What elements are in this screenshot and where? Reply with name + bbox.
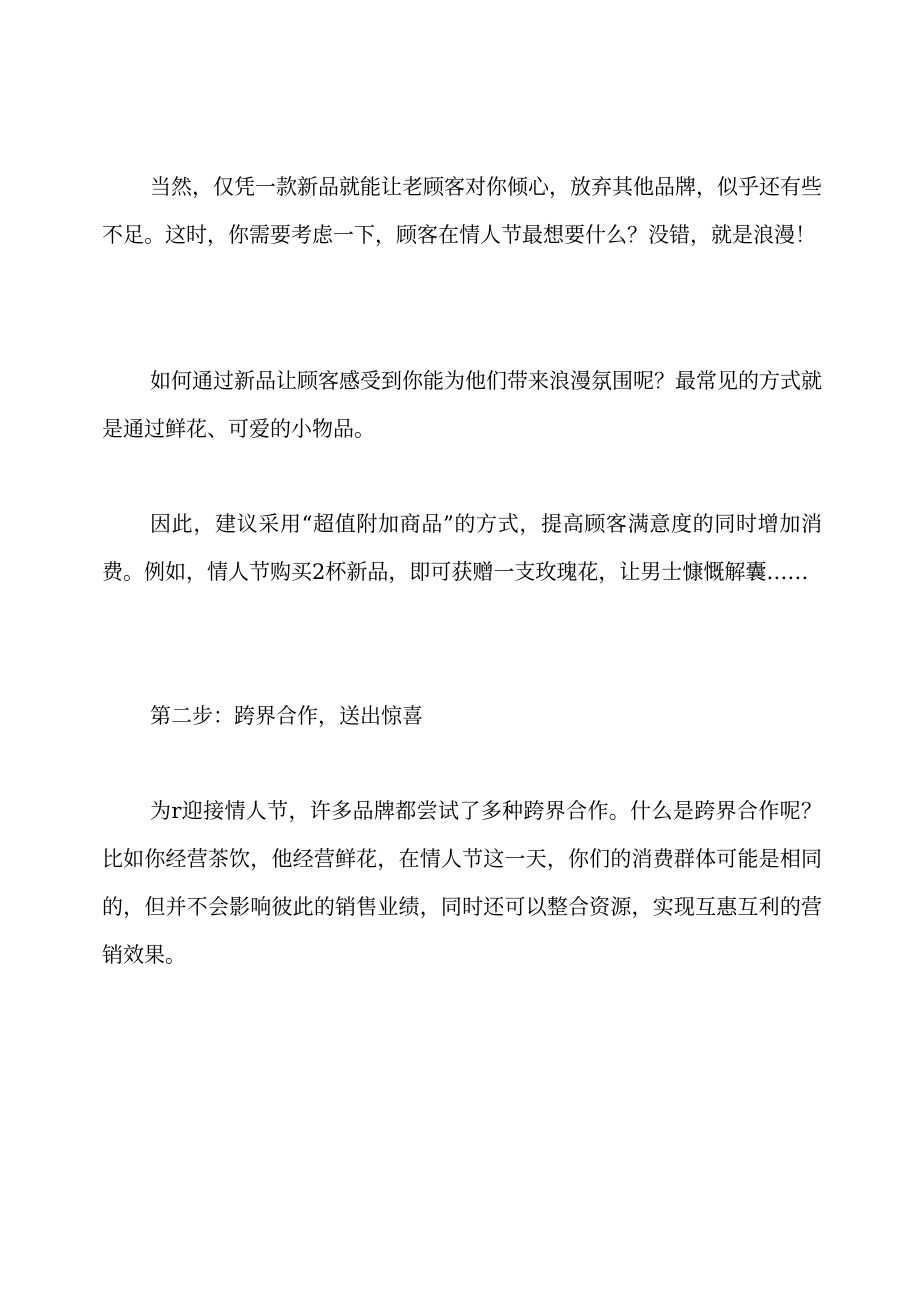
paragraph-bonus-gift: 因此，建议采用“超值附加商品”的方式，提高顾客满意度的同时增加消费。例如，情人节购买2杯新品，即可获赠一支玫瑰花，让男士慷慨解囊……	[102, 512, 822, 584]
paragraph-romantic-atmosphere: 如何通过新品让顾客感受到你能为他们带来浪漫氛围呢？最常见的方式就是通过鲜花、可爱的小物品。	[102, 369, 822, 441]
paragraph-romance-need: 当然，仅凭一款新品就能让老顾客对你倾心，放弃其他品牌，似乎还有些不足。这时，你需要考虑一下，顾客在情人节最想要什么？没错，就是浪漫！	[102, 175, 822, 247]
section-heading-step-two: 第二步：跨界合作，送出惊喜	[150, 704, 423, 728]
paragraph-cross-border-cooperation: 为r迎接情人节，许多品牌都尝试了多种跨界合作。什么是跨界合作呢？比如你经营茶饮，他经营鲜花，在情人节这一天，你们的消费群体可能是相同的，但并不会影响彼此的销售业绩，同时还可以整合资源，实现互惠互利的营销效果。	[102, 799, 822, 967]
